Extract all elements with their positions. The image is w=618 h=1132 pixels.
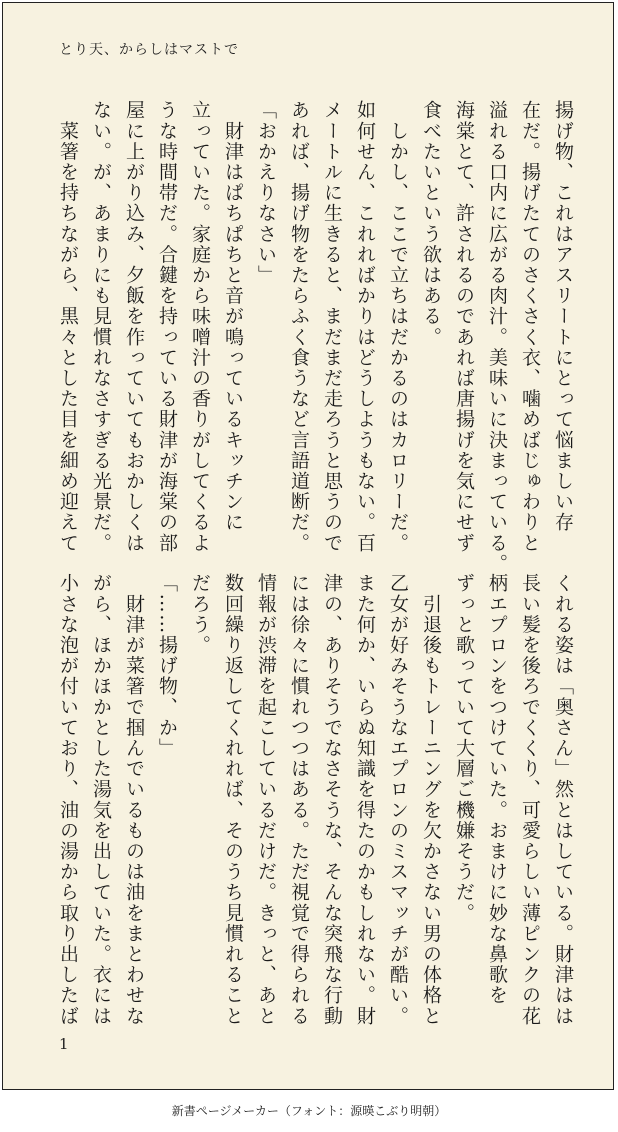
lower-text-block: くれる姿は「奥さん」然とはしている。財津はは 長い髪を後ろでくくり、可愛らしい薄ピンクの花 柄エプロンをつけていた。おまけに妙な鼻歌を ずっと歌っていて大層ご機嫌そうだ。 引退後もトレーニングを欠かさない男の体格と 乙女が好みそうなエプロンのミスマッチが酷い。 また何か、いらぬ知識を得たのかもしれない。財 津の、ありそうでなさそうな、そんな突飛な行動 には徐々に慣れつつはある。ただ視覚で得られる 情報が渋滞を起こしているだけだ。きっと、あと 数回繰り返してくれれば、そのうち見慣れること だろう。 「……揚げ物、か」 財津が菜箸で掴んでいるものは油をまとわせな がら、ほかほかとした湯気を出していた。衣には 小さな泡が付いており、油の湯から取り出したば [57,573,574,1027]
book-page [2,2,614,1090]
running-title: とり天、からしはマストで [59,42,239,58]
upper-text-block: 揚げ物、これはアスリートにとって悩ましい存 在だ。揚げたてのさくさく衣、噛めばじゅわりと 溢れる口内に広がる肉汁。美味いに決まっている。 海棠とて、許されるのであれば唐揚げを気にせず 食べたいという欲はある。 しかし、ここで立ちはだかるのはカロリーだ。 如何せん、これればかりはどうしようもない。百 メートルに生きると、まだまだ走ろうと思うので あれば、揚げ物をたらふく食うなど言語道断だ。 「おかえりなさい」 財津はぱちぱちと音が鳴っているキッチンに 立っていた。家庭から味噌汁の香りがしてくるよ うな時間帯だ。合鍵を持っている財津が海棠の部 屋に上がり込み、夕飯を作っていてもおかしくは ない。が、あまりにも見慣れなさすぎる光景だ。 菜箸を持ちながら、黒々とした目を細め迎えて [57,100,574,574]
footer-credit: 新書ページメーカー（フォント：源暎こぶり明朝） [171,1104,447,1118]
page-number: 1 [59,1035,69,1053]
